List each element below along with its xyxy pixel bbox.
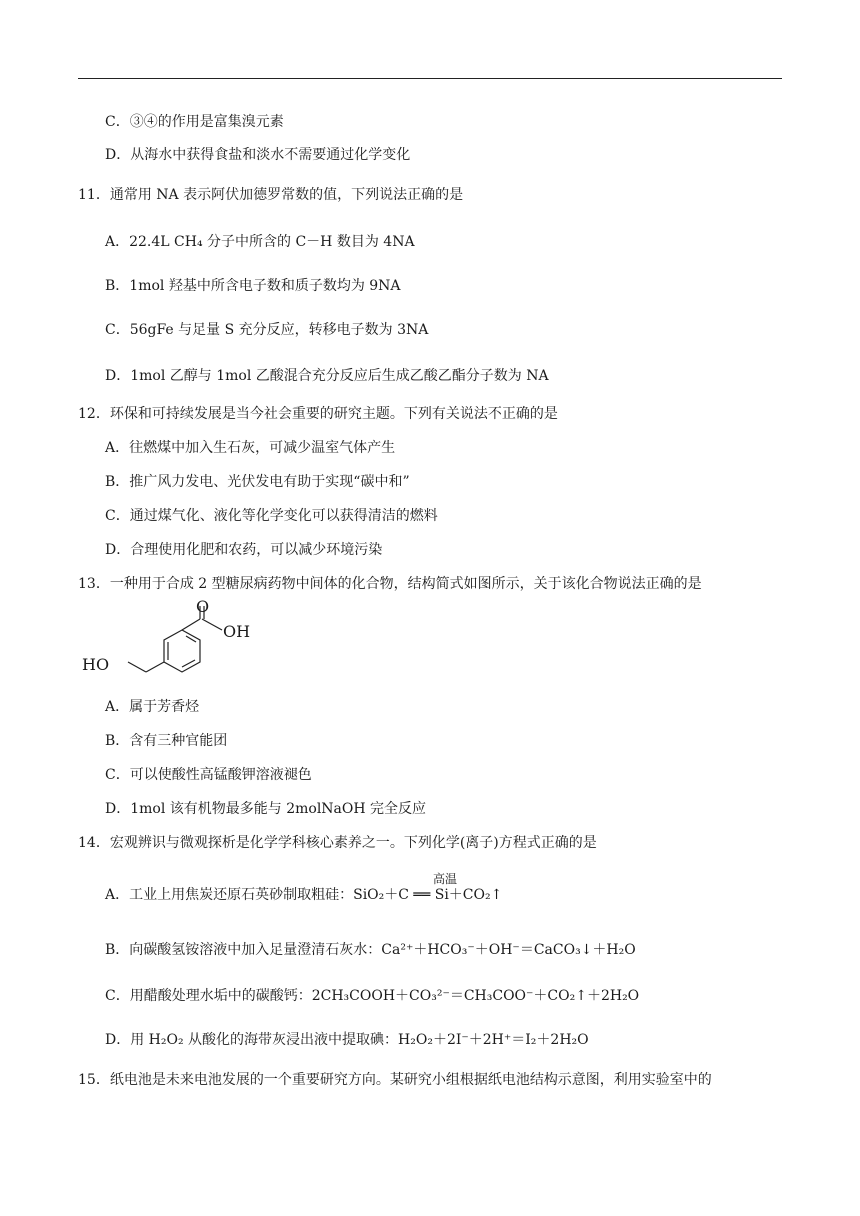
question-12: 12．环保和可持续发展是当今社会重要的研究主题。下列有关说法不正确的是	[78, 406, 558, 422]
header-rule	[78, 78, 782, 79]
reaction-condition: 高温	[433, 872, 458, 886]
option-c-q12: C．通过煤气化、液化等化学变化可以获得清洁的燃料	[105, 508, 438, 524]
benzyl-alcohol-acid-structure	[78, 600, 268, 690]
option-b-q13: B．含有三种官能团	[105, 733, 228, 749]
option-b-q11: B．1mol 羟基中所含电子数和质子数均为 9NA	[105, 278, 401, 294]
option-d-q12: D．合理使用化肥和农药，可以减少环境污染	[105, 542, 383, 558]
question-14: 14．宏观辨识与微观探析是化学学科核心素养之一。下列化学(离子)方程式正确的是	[78, 835, 597, 851]
carbonyl-oxygen-label: O	[196, 600, 210, 616]
option-b-q12: B．推广风力发电、光伏发电有助于实现“碳中和”	[105, 474, 410, 490]
option-a-q13: A．属于芳香烃	[105, 699, 200, 715]
option-c-q11: C．56gFe 与足量 S 充分反应，转移电子数为 3NA	[105, 322, 429, 338]
option-d-q10: D．从海水中获得食盐和淡水不需要通过化学变化	[105, 147, 411, 163]
option-a-q11: A．22.4L CH₄ 分子中所含的 C－H 数目为 4NA	[105, 234, 415, 250]
option-b-q14: B．向碳酸氢铵溶液中加入足量澄清石灰水：Ca²⁺＋HCO₃⁻＋OH⁻＝CaCO₃↓＋H₂O	[105, 942, 636, 958]
option-d-q11: D．1mol 乙醇与 1mol 乙酸混合充分反应后生成乙酸乙酯分子数为 NA	[105, 368, 549, 384]
option-a-q14: A．工业上用焦炭还原石英砂制取粗硅：SiO₂＋C ══ Si＋CO₂↑	[105, 887, 503, 903]
option-c-q10: C．③④的作用是富集溴元素	[105, 114, 284, 130]
question-15: 15．纸电池是未来电池发展的一个重要研究方向。某研究小组根据纸电池结构示意图，利用实验室中的	[78, 1072, 712, 1088]
question-11: 11．通常用 NA 表示阿伏加德罗常数的值，下列说法正确的是	[78, 187, 464, 203]
question-13: 13．一种用于合成 2 型糖尿病药物中间体的化合物，结构简式如图所示，关于该化合物说法正确的是	[78, 576, 702, 592]
option-a-q12: A．往燃煤中加入生石灰，可减少温室气体产生	[105, 440, 396, 456]
option-d-q14: D．用 H₂O₂ 从酸化的海带灰浸出液中提取碘：H₂O₂＋2I⁻＋2H⁺＝I₂＋2H₂O	[105, 1032, 589, 1048]
hydroxyl-label: HO	[82, 655, 110, 674]
option-c-q14: C．用醋酸处理水垢中的碳酸钙：2CH₃COOH＋CO₃²⁻＝CH₃COO⁻＋CO₂↑＋2H₂O	[105, 988, 640, 1004]
option-d-q13: D．1mol 该有机物最多能与 2molNaOH 完全反应	[105, 801, 427, 817]
option-c-q13: C．可以使酸性高锰酸钾溶液褪色	[105, 767, 312, 783]
carboxyl-oh-label: OH	[223, 622, 251, 641]
